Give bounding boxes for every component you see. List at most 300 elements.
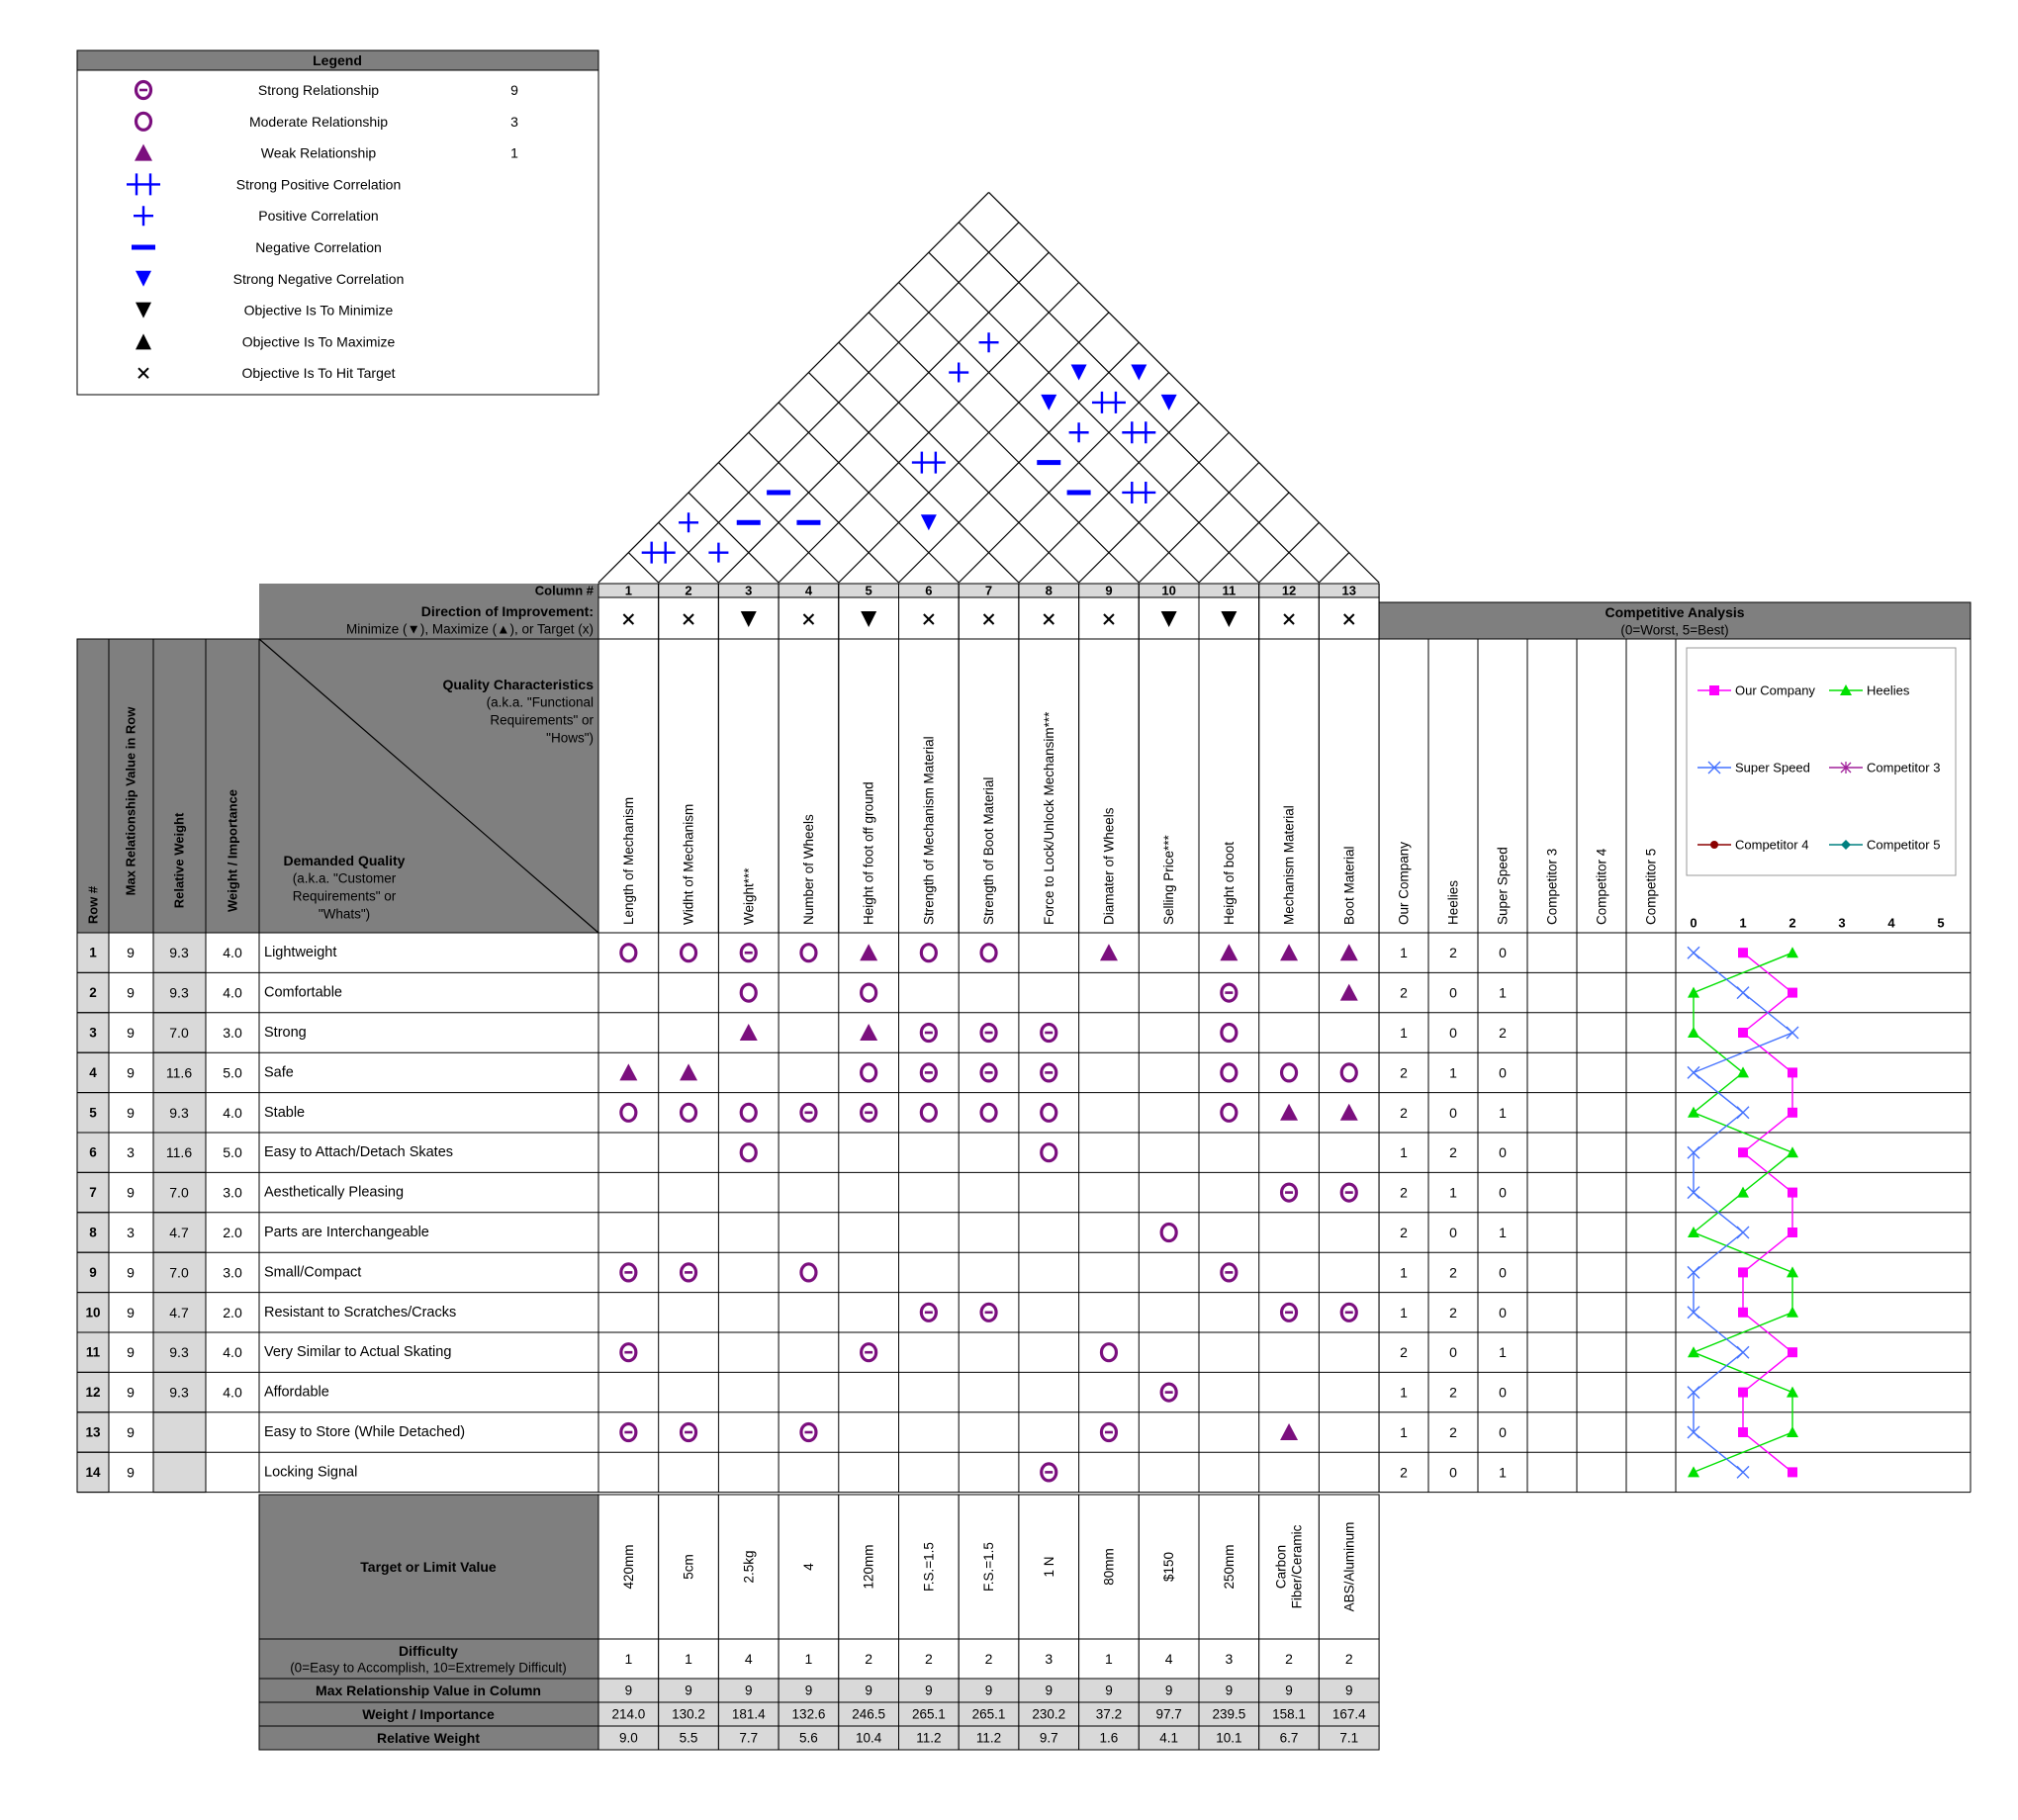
triangle-weak-icon bbox=[1220, 944, 1238, 960]
legend-title: Legend bbox=[313, 52, 362, 68]
row-relative-weight: 4.7 bbox=[169, 1225, 189, 1240]
chart-point bbox=[1738, 948, 1748, 957]
roof-grid-line bbox=[1199, 493, 1289, 583]
column-name: Length of Mechanism bbox=[620, 796, 636, 925]
competitive-score: 0 bbox=[1499, 1144, 1507, 1161]
minus-icon bbox=[796, 520, 820, 525]
row-relative-weight: 9.3 bbox=[169, 1384, 189, 1401]
demanded-quality-label: Parts are Interchangeable bbox=[264, 1225, 429, 1240]
competitive-score: 1 bbox=[1400, 1424, 1408, 1440]
row-max-rel: 9 bbox=[127, 1384, 135, 1401]
summary-value: 181.4 bbox=[731, 1706, 766, 1722]
legend-item-label: Strong Positive Correlation bbox=[235, 176, 402, 193]
summary-value: 9 bbox=[744, 1683, 753, 1698]
circle-moderate-icon bbox=[741, 984, 756, 1001]
row-max-rel: 9 bbox=[127, 1264, 135, 1281]
summary-value: 9 bbox=[1285, 1683, 1293, 1698]
circle-moderate-icon bbox=[1222, 1064, 1237, 1081]
chart-point bbox=[1788, 1108, 1797, 1118]
competitive-score: 2 bbox=[1400, 1344, 1408, 1361]
chart-point bbox=[1737, 1107, 1749, 1119]
chart-point bbox=[1788, 1067, 1797, 1077]
triangle-weak-icon bbox=[860, 944, 877, 960]
competitive-score: 0 bbox=[1449, 1225, 1457, 1240]
legend-item-value: 3 bbox=[510, 113, 518, 130]
summary-value: 230.2 bbox=[1032, 1706, 1066, 1722]
competitive-score: 2 bbox=[1449, 1264, 1457, 1281]
roof-grid-line bbox=[628, 553, 658, 583]
roof-grid-line bbox=[1079, 432, 1230, 583]
row-weight: 4.0 bbox=[223, 984, 242, 1001]
row-weight: 5.0 bbox=[223, 1144, 242, 1161]
column-name: Height of boot bbox=[1221, 841, 1237, 925]
chart-legend-marker bbox=[1709, 685, 1719, 695]
competitive-score: 1 bbox=[1400, 1304, 1408, 1320]
blue-down-triangle-icon bbox=[1131, 365, 1147, 381]
row-num: 4 bbox=[89, 1064, 97, 1080]
legend-item-label: Objective Is To Maximize bbox=[241, 333, 396, 350]
chart-point bbox=[1688, 1027, 1699, 1038]
summary-value: 11.2 bbox=[916, 1730, 942, 1746]
circle-moderate-icon bbox=[1222, 1104, 1237, 1121]
row-num: 6 bbox=[89, 1144, 97, 1160]
summary-value: 9 bbox=[685, 1683, 692, 1698]
blue-down-triangle-icon bbox=[1041, 395, 1056, 410]
circle-moderate-icon bbox=[981, 1104, 996, 1121]
row-max-rel: 9 bbox=[127, 1304, 135, 1320]
quality-char-subtitle: "Hows") bbox=[546, 730, 594, 746]
target-value: Carbon bbox=[1273, 1544, 1289, 1590]
double-plus-icon bbox=[1092, 392, 1126, 413]
competitive-score: 2 bbox=[1449, 945, 1457, 961]
legend-item-label: Objective Is To Hit Target bbox=[241, 365, 396, 382]
chart-point bbox=[1738, 1267, 1748, 1277]
competitive-score: 1 bbox=[1499, 1464, 1507, 1481]
plus-icon bbox=[979, 332, 999, 352]
row-max-rel: 9 bbox=[127, 1104, 135, 1121]
target-value: 5cm bbox=[681, 1554, 696, 1580]
target-value: 1 N bbox=[1041, 1556, 1056, 1578]
chart-x-tick: 1 bbox=[1739, 915, 1747, 931]
chart-point bbox=[1787, 1027, 1798, 1039]
relative-weight-header: Relative Weight bbox=[171, 812, 187, 909]
circle-moderate-icon bbox=[1341, 1064, 1356, 1081]
legend-item-label: Strong Relationship bbox=[257, 82, 380, 98]
difficulty-value: 1 bbox=[804, 1651, 813, 1667]
target-value: 120mm bbox=[861, 1544, 876, 1590]
summary-value: 9 bbox=[624, 1683, 633, 1698]
row-weight: 4.0 bbox=[223, 1344, 242, 1361]
column-num: 12 bbox=[1281, 583, 1297, 598]
chart-x-tick: 2 bbox=[1789, 915, 1796, 931]
column-num: 11 bbox=[1222, 583, 1237, 598]
triangle-weak-icon bbox=[619, 1063, 637, 1080]
difficulty-value: 2 bbox=[1285, 1651, 1293, 1667]
difficulty-value: 2 bbox=[1344, 1651, 1353, 1667]
circle-moderate-icon bbox=[801, 945, 816, 961]
circle-moderate-icon bbox=[921, 1104, 936, 1121]
competitive-score: 1 bbox=[1400, 1384, 1408, 1401]
legend-item-label: Positive Correlation bbox=[258, 208, 379, 225]
target-value: $150 bbox=[1161, 1551, 1177, 1583]
plus-icon bbox=[1069, 422, 1089, 442]
row-weight: 2.0 bbox=[223, 1225, 242, 1240]
summary-value: 9.7 bbox=[1039, 1730, 1058, 1746]
row-relative-weight: 7.0 bbox=[169, 1025, 189, 1041]
chart-point bbox=[1688, 987, 1699, 998]
competitive-score: 1 bbox=[1400, 1025, 1408, 1041]
summary-value: 9 bbox=[865, 1683, 872, 1698]
difficulty-value: 2 bbox=[984, 1651, 993, 1667]
row-num: 11 bbox=[85, 1344, 101, 1360]
minus-icon bbox=[1037, 460, 1060, 465]
competitive-score: 2 bbox=[1400, 1184, 1408, 1201]
chart-point bbox=[1787, 947, 1798, 957]
chart-legend-marker bbox=[1710, 841, 1718, 849]
competitive-score: 2 bbox=[1449, 1144, 1457, 1161]
relative-weight-cell bbox=[153, 1452, 206, 1492]
demanded-quality-label: Lightweight bbox=[264, 945, 337, 961]
competitive-score: 0 bbox=[1499, 1064, 1507, 1081]
chart-point bbox=[1738, 1388, 1748, 1398]
summary-value: 5.5 bbox=[679, 1730, 698, 1746]
circle-moderate-icon bbox=[741, 1144, 756, 1161]
row-weight: 4.0 bbox=[223, 1384, 242, 1401]
chart-point bbox=[1788, 988, 1797, 998]
summary-label: Max Relationship Value in Column bbox=[316, 1683, 541, 1698]
legend-item-label: Weak Relationship bbox=[260, 144, 377, 161]
summary-value: 4.1 bbox=[1159, 1730, 1179, 1746]
target-value: F.S.=1.5 bbox=[921, 1542, 937, 1592]
row-relative-weight: 11.6 bbox=[165, 1144, 193, 1161]
row-relative-weight: 9.3 bbox=[169, 1344, 189, 1361]
double-plus-icon bbox=[1122, 421, 1155, 443]
demanded-quality-label: Comfortable bbox=[264, 984, 342, 1001]
circle-moderate-icon bbox=[682, 1104, 696, 1121]
blue-down-triangle-icon bbox=[1071, 365, 1087, 381]
demanded-quality-label: Small/Compact bbox=[264, 1264, 362, 1281]
demanded-quality-label: Affordable bbox=[264, 1384, 329, 1401]
double-plus-icon bbox=[642, 542, 676, 564]
row-weight: 4.0 bbox=[223, 945, 242, 961]
demanded-title: Demanded Quality bbox=[283, 853, 406, 868]
chart-legend-label: Competitor 3 bbox=[1867, 760, 1941, 775]
column-name: Boot Material bbox=[1341, 846, 1357, 925]
circle-moderate-icon bbox=[621, 1104, 636, 1121]
minus-icon bbox=[132, 245, 155, 250]
summary-value: 167.4 bbox=[1331, 1706, 1366, 1722]
demanded-subtitle: "Whats") bbox=[318, 906, 371, 922]
competitor-name: Heelies bbox=[1445, 879, 1461, 925]
summary-value: 5.6 bbox=[799, 1730, 818, 1746]
target-value: ABS/Aluminum bbox=[1341, 1521, 1357, 1612]
demanded-quality-label: Resistant to Scratches/Cracks bbox=[264, 1304, 457, 1320]
triangle-weak-icon bbox=[1340, 944, 1358, 960]
row-weight: 3.0 bbox=[223, 1264, 242, 1281]
row-max-rel: 9 bbox=[127, 1025, 135, 1041]
target-value: 2.5kg bbox=[741, 1550, 757, 1584]
competitive-score: 0 bbox=[1449, 1344, 1457, 1361]
row-relative-weight: 9.3 bbox=[169, 945, 189, 961]
competitor-name: Competitor 4 bbox=[1594, 848, 1609, 925]
target-value: Fiber/Ceramic bbox=[1289, 1524, 1305, 1609]
row-weight: 4.0 bbox=[223, 1104, 242, 1121]
competitive-score: 2 bbox=[1449, 1304, 1457, 1320]
column-num: 5 bbox=[865, 583, 872, 598]
legend-item-value: 9 bbox=[510, 82, 518, 98]
column-num: 3 bbox=[745, 583, 753, 598]
target-value: 250mm bbox=[1221, 1544, 1237, 1590]
summary-value: 10.4 bbox=[856, 1730, 882, 1746]
minus-icon bbox=[1067, 490, 1091, 495]
column-num: 1 bbox=[624, 583, 632, 598]
summary-value: 246.5 bbox=[852, 1706, 886, 1722]
summary-value: 239.5 bbox=[1212, 1706, 1246, 1722]
competitive-score: 0 bbox=[1449, 1025, 1457, 1041]
chart-x-tick: 0 bbox=[1690, 915, 1697, 931]
summary-value: 9 bbox=[925, 1683, 933, 1698]
double-plus-icon bbox=[912, 452, 946, 474]
row-num: 12 bbox=[85, 1385, 101, 1401]
row-num: 1 bbox=[89, 945, 97, 960]
row-max-rel: 9 bbox=[127, 984, 135, 1001]
legend-item-value: 1 bbox=[510, 144, 518, 161]
difficulty-value: 2 bbox=[924, 1651, 933, 1667]
chart-point bbox=[1688, 1346, 1699, 1357]
circle-moderate-icon bbox=[921, 945, 936, 961]
roof-grid-line bbox=[688, 493, 779, 583]
plus-icon bbox=[708, 543, 728, 563]
chart-point bbox=[1737, 1187, 1749, 1198]
summary-value: 9 bbox=[1344, 1683, 1353, 1698]
column-num-label: Column # bbox=[534, 583, 594, 598]
column-num: 10 bbox=[1161, 583, 1176, 598]
row-relative-weight: 4.7 bbox=[169, 1304, 189, 1320]
direction-subtitle: Minimize (▼), Maximize (▲), or Target (x) bbox=[346, 621, 594, 637]
column-num: 2 bbox=[685, 583, 692, 598]
weight-importance-header: Weight / Importance bbox=[225, 789, 240, 912]
column-name: Diamater of Wheels bbox=[1101, 807, 1117, 925]
row-num: 2 bbox=[89, 985, 97, 1001]
relative-weight-cell bbox=[153, 1412, 206, 1452]
triangle-weak-icon bbox=[680, 1063, 697, 1080]
circle-moderate-icon bbox=[621, 945, 636, 961]
direction-title: Direction of Improvement: bbox=[420, 603, 594, 619]
roof-grid-line bbox=[718, 252, 1049, 583]
circle-moderate-icon bbox=[682, 945, 696, 961]
summary-value: 9 bbox=[804, 1683, 813, 1698]
competitive-score: 2 bbox=[1449, 1424, 1457, 1440]
row-num: 10 bbox=[85, 1305, 101, 1320]
row-num: 8 bbox=[89, 1225, 97, 1240]
circle-moderate-icon bbox=[1222, 1025, 1237, 1042]
demanded-quality-label: Easy to Store (While Detached) bbox=[264, 1424, 466, 1440]
triangle-weak-icon bbox=[740, 1024, 758, 1041]
max-rel-row-header: Max Relationship Value in Row bbox=[123, 706, 138, 896]
competitive-score: 1 bbox=[1449, 1184, 1457, 1201]
triangle-weak-icon bbox=[1280, 1423, 1298, 1440]
legend-item-label: Objective Is To Minimize bbox=[243, 302, 394, 318]
competitor-name: Super Speed bbox=[1495, 847, 1511, 925]
competitive-score: 0 bbox=[1449, 1464, 1457, 1481]
demanded-quality-label: Aesthetically Pleasing bbox=[264, 1184, 405, 1201]
double-plus-icon bbox=[1122, 482, 1155, 503]
column-num: 6 bbox=[925, 583, 933, 598]
summary-value: 7.1 bbox=[1339, 1730, 1359, 1746]
demanded-subtitle: Requirements" or bbox=[292, 888, 397, 904]
row-max-rel: 3 bbox=[127, 1225, 135, 1240]
legend-item-label: Negative Correlation bbox=[255, 239, 382, 255]
demanded-quality-label: Locking Signal bbox=[264, 1464, 358, 1481]
chart-point bbox=[1738, 1147, 1748, 1157]
competitive-title: Competitive Analysis bbox=[1605, 604, 1745, 620]
circle-moderate-icon bbox=[1042, 1104, 1056, 1121]
competitor-name: Our Company bbox=[1396, 841, 1412, 925]
difficulty-value: 1 bbox=[1105, 1651, 1113, 1667]
row-num-header: Row # bbox=[85, 885, 101, 925]
competitive-score: 1 bbox=[1400, 1144, 1408, 1161]
roof-grid-line bbox=[839, 313, 1109, 583]
summary-value: 6.7 bbox=[1279, 1730, 1299, 1746]
competitive-score: 2 bbox=[1499, 1025, 1507, 1041]
summary-value: 265.1 bbox=[971, 1706, 1006, 1722]
chart-legend-label: Competitor 5 bbox=[1867, 837, 1941, 853]
circle-moderate-icon bbox=[1282, 1064, 1297, 1081]
demanded-quality-label: Stable bbox=[264, 1104, 306, 1121]
row-max-rel: 9 bbox=[127, 1464, 135, 1481]
plus-icon bbox=[679, 512, 698, 532]
minus-icon bbox=[767, 490, 790, 495]
plus-icon bbox=[949, 363, 968, 383]
target-label: Target or Limit Value bbox=[360, 1559, 497, 1575]
competitive-score: 0 bbox=[1499, 945, 1507, 961]
summary-label: Weight / Importance bbox=[362, 1706, 495, 1722]
roof-grid-line bbox=[1319, 553, 1348, 583]
roof-grid-line bbox=[749, 432, 899, 583]
difficulty-value: 4 bbox=[744, 1651, 753, 1667]
quality-char-title: Quality Characteristics bbox=[442, 677, 594, 692]
quality-char-subtitle: (a.k.a. "Functional bbox=[486, 694, 594, 710]
triangle-weak-icon bbox=[860, 1024, 877, 1041]
chart-point bbox=[1738, 1028, 1748, 1038]
competitive-score: 0 bbox=[1499, 1184, 1507, 1201]
summary-label: Relative Weight bbox=[377, 1730, 480, 1746]
row-max-rel: 9 bbox=[127, 945, 135, 961]
column-name: Number of Wheels bbox=[800, 814, 816, 925]
row-num: 9 bbox=[89, 1264, 97, 1280]
competitive-score: 1 bbox=[1499, 1344, 1507, 1361]
summary-value: 10.1 bbox=[1216, 1730, 1242, 1746]
row-relative-weight: 7.0 bbox=[169, 1184, 189, 1201]
chart-x-tick: 3 bbox=[1838, 915, 1846, 931]
roof-grid-line bbox=[869, 313, 1139, 583]
triangle-weak-icon bbox=[1280, 1104, 1298, 1121]
target-value: 4 bbox=[800, 1563, 816, 1571]
chart-point bbox=[1738, 1308, 1748, 1318]
circle-moderate-icon bbox=[1101, 1344, 1116, 1361]
circle-moderate-icon bbox=[1161, 1225, 1176, 1241]
row-max-rel: 9 bbox=[127, 1184, 135, 1201]
row-relative-weight: 9.3 bbox=[169, 1104, 189, 1121]
summary-value: 265.1 bbox=[911, 1706, 946, 1722]
roof-grid-line bbox=[959, 373, 1168, 583]
row-weight: 3.0 bbox=[223, 1184, 242, 1201]
chart-point bbox=[1688, 1107, 1699, 1118]
competitive-score: 2 bbox=[1400, 984, 1408, 1001]
difficulty-value: 3 bbox=[1225, 1651, 1234, 1667]
difficulty-value: 1 bbox=[624, 1651, 633, 1667]
summary-value: 7.7 bbox=[739, 1730, 759, 1746]
column-num: 8 bbox=[1045, 583, 1053, 598]
difficulty-title: Difficulty bbox=[399, 1643, 458, 1659]
competitive-score: 0 bbox=[1449, 1104, 1457, 1121]
column-name: Height of foot off ground bbox=[861, 781, 876, 925]
column-name: Widht of Mechanism bbox=[681, 803, 696, 925]
roof-grid-line bbox=[929, 252, 1259, 583]
roof-grid-line bbox=[989, 192, 1380, 583]
difficulty-value: 3 bbox=[1045, 1651, 1054, 1667]
summary-value: 9 bbox=[1105, 1683, 1113, 1698]
chart-point bbox=[1788, 1347, 1797, 1357]
row-max-rel: 9 bbox=[127, 1344, 135, 1361]
target-value: F.S.=1.5 bbox=[981, 1542, 997, 1592]
summary-value: 9 bbox=[1045, 1683, 1054, 1698]
blue-down-triangle-icon bbox=[1161, 395, 1177, 410]
summary-value: 132.6 bbox=[791, 1706, 826, 1722]
competitive-score: 2 bbox=[1400, 1225, 1408, 1240]
circle-moderate-icon bbox=[1042, 1144, 1056, 1161]
competitive-score: 0 bbox=[1499, 1424, 1507, 1440]
chart-point bbox=[1788, 1188, 1797, 1198]
triangle-weak-icon bbox=[1280, 944, 1298, 960]
chart-x-tick: 5 bbox=[1937, 915, 1945, 931]
circle-moderate-icon bbox=[801, 1264, 816, 1281]
demanded-quality-label: Easy to Attach/Detach Skates bbox=[264, 1144, 454, 1161]
blue-down-triangle-icon bbox=[921, 514, 937, 530]
column-num: 7 bbox=[984, 583, 993, 598]
chart-legend-label: Competitor 4 bbox=[1735, 837, 1809, 853]
chart-point bbox=[1737, 987, 1749, 999]
competitive-score: 2 bbox=[1449, 1384, 1457, 1401]
chart-point bbox=[1688, 1066, 1699, 1078]
row-num: 5 bbox=[89, 1105, 97, 1121]
summary-value: 9 bbox=[1225, 1683, 1234, 1698]
circle-moderate-icon bbox=[862, 984, 876, 1001]
chart-point bbox=[1738, 1427, 1748, 1437]
chart-point bbox=[1688, 947, 1699, 958]
row-relative-weight: 9.3 bbox=[169, 984, 189, 1001]
competitive-score: 2 bbox=[1400, 1064, 1408, 1081]
competitive-score: 0 bbox=[1499, 1384, 1507, 1401]
summary-value: 97.7 bbox=[1155, 1706, 1182, 1722]
target-value: 80mm bbox=[1101, 1548, 1117, 1586]
chart-point bbox=[1737, 1066, 1749, 1077]
competitive-score: 0 bbox=[1449, 984, 1457, 1001]
chart-point bbox=[1788, 1467, 1797, 1477]
chart-point bbox=[1788, 1228, 1797, 1237]
row-relative-weight: 7.0 bbox=[169, 1264, 189, 1281]
row-num: 7 bbox=[89, 1185, 97, 1201]
chart-point bbox=[1737, 1227, 1749, 1238]
column-name: Force to Lock/Unlock Mechansim*** bbox=[1041, 711, 1056, 925]
competitive-subtitle: (0=Worst, 5=Best) bbox=[1620, 622, 1729, 638]
legend-item-label: Strong Negative Correlation bbox=[232, 270, 405, 287]
target-value: 420mm bbox=[620, 1544, 636, 1590]
chart-point bbox=[1787, 1146, 1798, 1157]
demanded-quality-label: Very Similar to Actual Skating bbox=[264, 1344, 452, 1361]
triangle-weak-icon bbox=[1340, 1104, 1358, 1121]
row-num: 3 bbox=[89, 1025, 97, 1041]
